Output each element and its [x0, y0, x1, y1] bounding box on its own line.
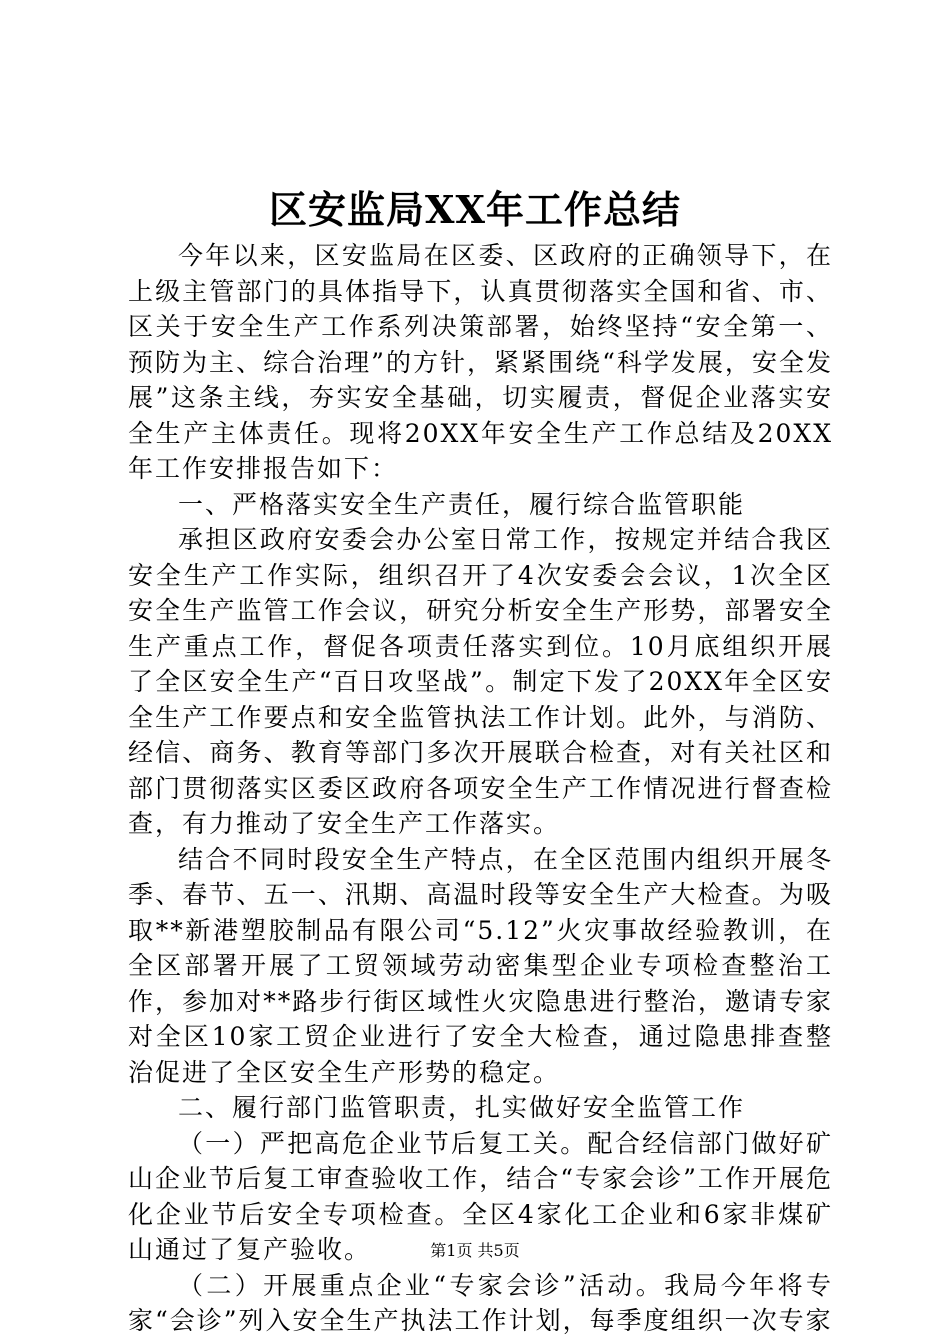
intro-paragraph: 今年以来，区安监局在区委、区政府的正确领导下，在上级主管部门的具体指导下，认真贯彻落实全国和省、市、区关于安全生产工作系列决策部署，始终坚持“安全第一、预防为主、综合治理”的方针，紧紧围绕“科学发展，安全发展”这条主线，夯实安全基础，切实履责，督促企业落实安全生产主体责任。现将20XX年安全生产工作总结及20XX年工作安排报告如下： [128, 241, 833, 483]
section-heading-2: 二、履行部门监管职责，扎实做好安全监管工作 [178, 1093, 746, 1122]
document-title: 区安监局XX年工作总结 [269, 187, 681, 233]
body-paragraph: 结合不同时段安全生产特点，在全区范围内组织开展冬季、春节、五一、汛期、高温时段等安全生产大检查。为吸取**新港塑胶制品有限公司“5.12”火灾事故经验教训，在全区部署开展了工贸领域劳动密集型企业专项检查整治工作，参加对**路步行街区域性火灾隐患进行整治，邀请专家对全区10家工贸企业进行了安全大检查，通过隐患排查整治促进了全区安全生产形势的稳定。 [128, 844, 833, 1087]
body-paragraph: （二）开展重点企业“专家会诊”活动。我局今年将专家“会诊”列入安全生产执法工作计划，每季度组织一次专家 [128, 1270, 833, 1335]
document-body [128, 238, 833, 1339]
body-paragraph: 承担区政府安委会办公室日常工作，按规定并结合我区安全生产工作实际，组织召开了4次安委会会议，1次全区安全生产监管工作会议，研究分析安全生产形势，部署安全生产重点工作，督促各项责任落实到位。10月底组织开展了全区安全生产“百日攻坚战”。制定下发了20XX年全区安全生产工作要点和安全监管执法工作计划。此外，与消防、经信、商务、教育等部门多次开展联合检查，对有关社区和部门贯彻落实区委区政府各项安全生产工作情况进行督查检查，有力推动了安全生产工作落实。 [128, 525, 833, 838]
body-paragraph: （一）严把高危企业节后复工关。配合经信部门做好矿山企业节后复工审查验收工作，结合“专家会诊”工作开展危化企业节后安全专项检查。全区4家化工企业和6家非煤矿山通过了复产验收。 [128, 1128, 833, 1264]
page-number-footer: 第1页 共5页 [430, 1241, 520, 1260]
section-heading-1: 一、严格落实安全生产责任，履行综合监管职能 [178, 489, 746, 519]
